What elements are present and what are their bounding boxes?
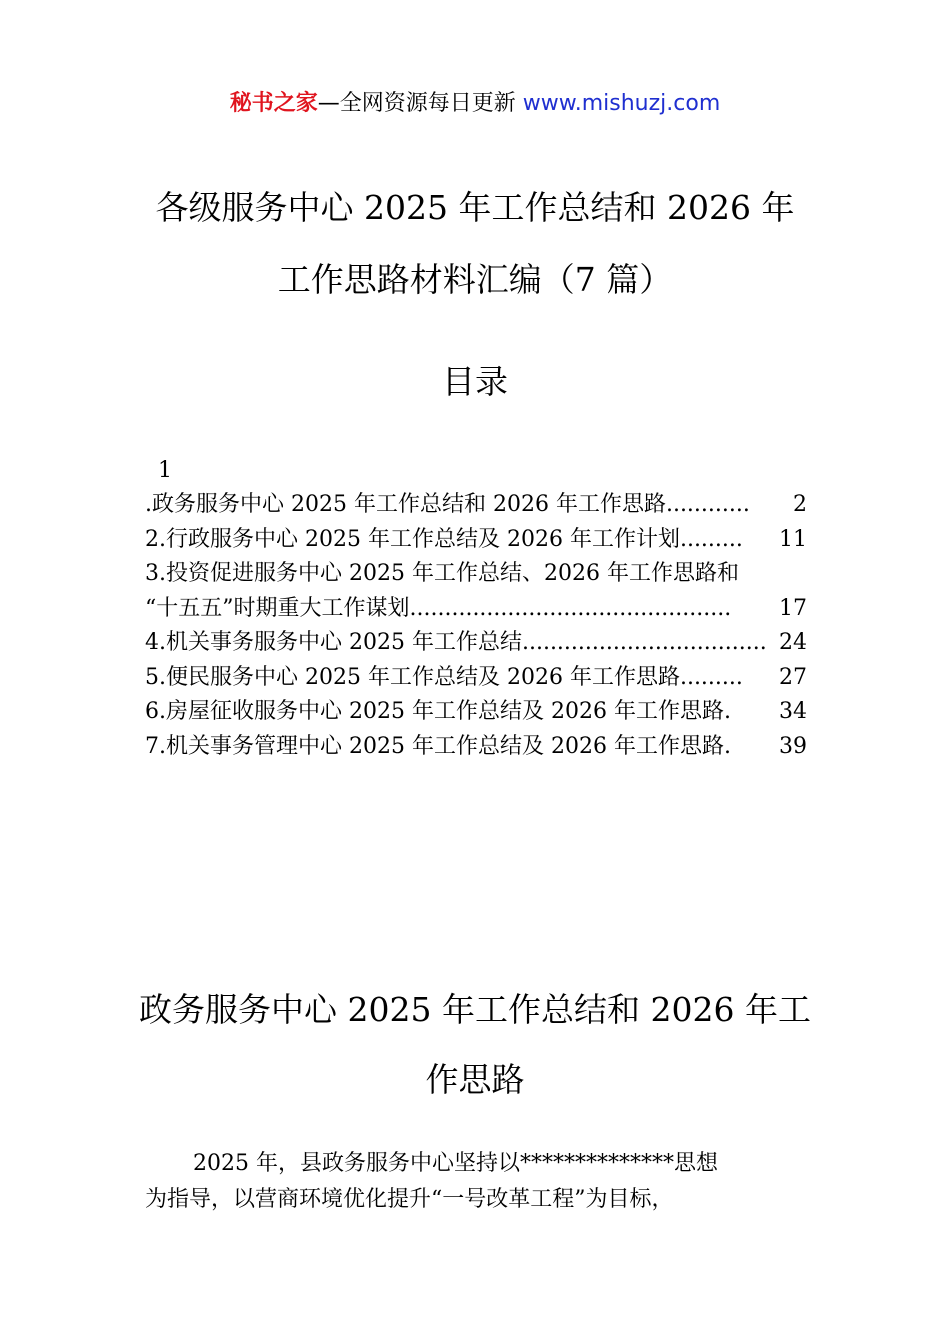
paragraph-line: 为指导，以营商环境优化提升“一号改革工程”为目标， (145, 1187, 674, 1212)
toc-item-page: 34 (779, 699, 807, 724)
toc-item-leader: ......... (679, 526, 743, 552)
toc-item-text: 4.机关事务服务中心 2025 年工作总结 (145, 630, 522, 655)
toc-item[interactable] (145, 523, 807, 558)
toc-item-text: “十五五”时期重大工作谋划 (145, 595, 410, 621)
toc-item-text: 5.便民服务中心 2025 年工作总结及 2026 年工作思路 (145, 664, 680, 690)
toc-item-leader: .............................................. (409, 595, 732, 621)
toc-item-leader: ................................... (521, 630, 767, 655)
toc-item-text: 7.机关事务管理中心 2025 年工作总结及 2026 年工作思路 (145, 733, 724, 759)
toc-item-leader: ......... (679, 664, 743, 690)
toc-heading: 目录 (442, 362, 508, 401)
toc-item[interactable] (145, 730, 807, 765)
body-paragraph (145, 1146, 807, 1218)
toc-item-leader: . (723, 699, 731, 724)
toc-item[interactable] (145, 661, 807, 696)
toc-first-number: 1 (158, 458, 172, 483)
document-title-line-1: 各级服务中心 2025 年工作总结和 2026 年 (155, 188, 795, 227)
toc-item-text: 2.行政服务中心 2025 年工作总结及 2026 年工作计划 (145, 526, 680, 552)
brand-name: 秘书之家 (229, 91, 318, 116)
site-header (0, 88, 950, 120)
toc-item-text: 3.投资促进服务中心 2025 年工作总结、2026 年工作思路和 (145, 561, 739, 586)
toc-item-continuation[interactable] (145, 592, 807, 627)
toc-item-page: 17 (779, 595, 807, 621)
section-title-line-1: 政务服务中心 2025 年工作总结和 2026 年工 (139, 990, 811, 1029)
document-title-line-2: 工作思路材料汇编（7 篇） (277, 260, 673, 299)
header-slogan: —全网资源每日更新 (317, 91, 523, 116)
toc-item[interactable] (145, 626, 807, 661)
site-url-link[interactable]: www.mishuzj.com (522, 91, 721, 116)
paragraph-line: 2025 年，县政务服务中心坚持以**************思想 (193, 1151, 718, 1176)
toc-item-page: 11 (779, 526, 807, 552)
section-title-line-2: 作思路 (425, 1060, 525, 1099)
toc-item-leader: ............ (665, 492, 750, 517)
toc-item-page: 2 (793, 492, 807, 517)
toc-item-text: .政务服务中心 2025 年工作总结和 2026 年工作思路 (145, 492, 666, 517)
toc-item[interactable] (145, 488, 807, 523)
toc-item[interactable] (145, 695, 807, 730)
toc-item-text: 6.房屋征收服务中心 2025 年工作总结及 2026 年工作思路 (145, 699, 724, 724)
table-of-contents (145, 488, 807, 764)
toc-item-page: 39 (779, 733, 807, 759)
toc-item-page: 27 (779, 664, 807, 690)
toc-item-page: 24 (779, 630, 807, 655)
toc-item-leader: . (723, 733, 731, 759)
toc-item[interactable] (145, 557, 807, 592)
